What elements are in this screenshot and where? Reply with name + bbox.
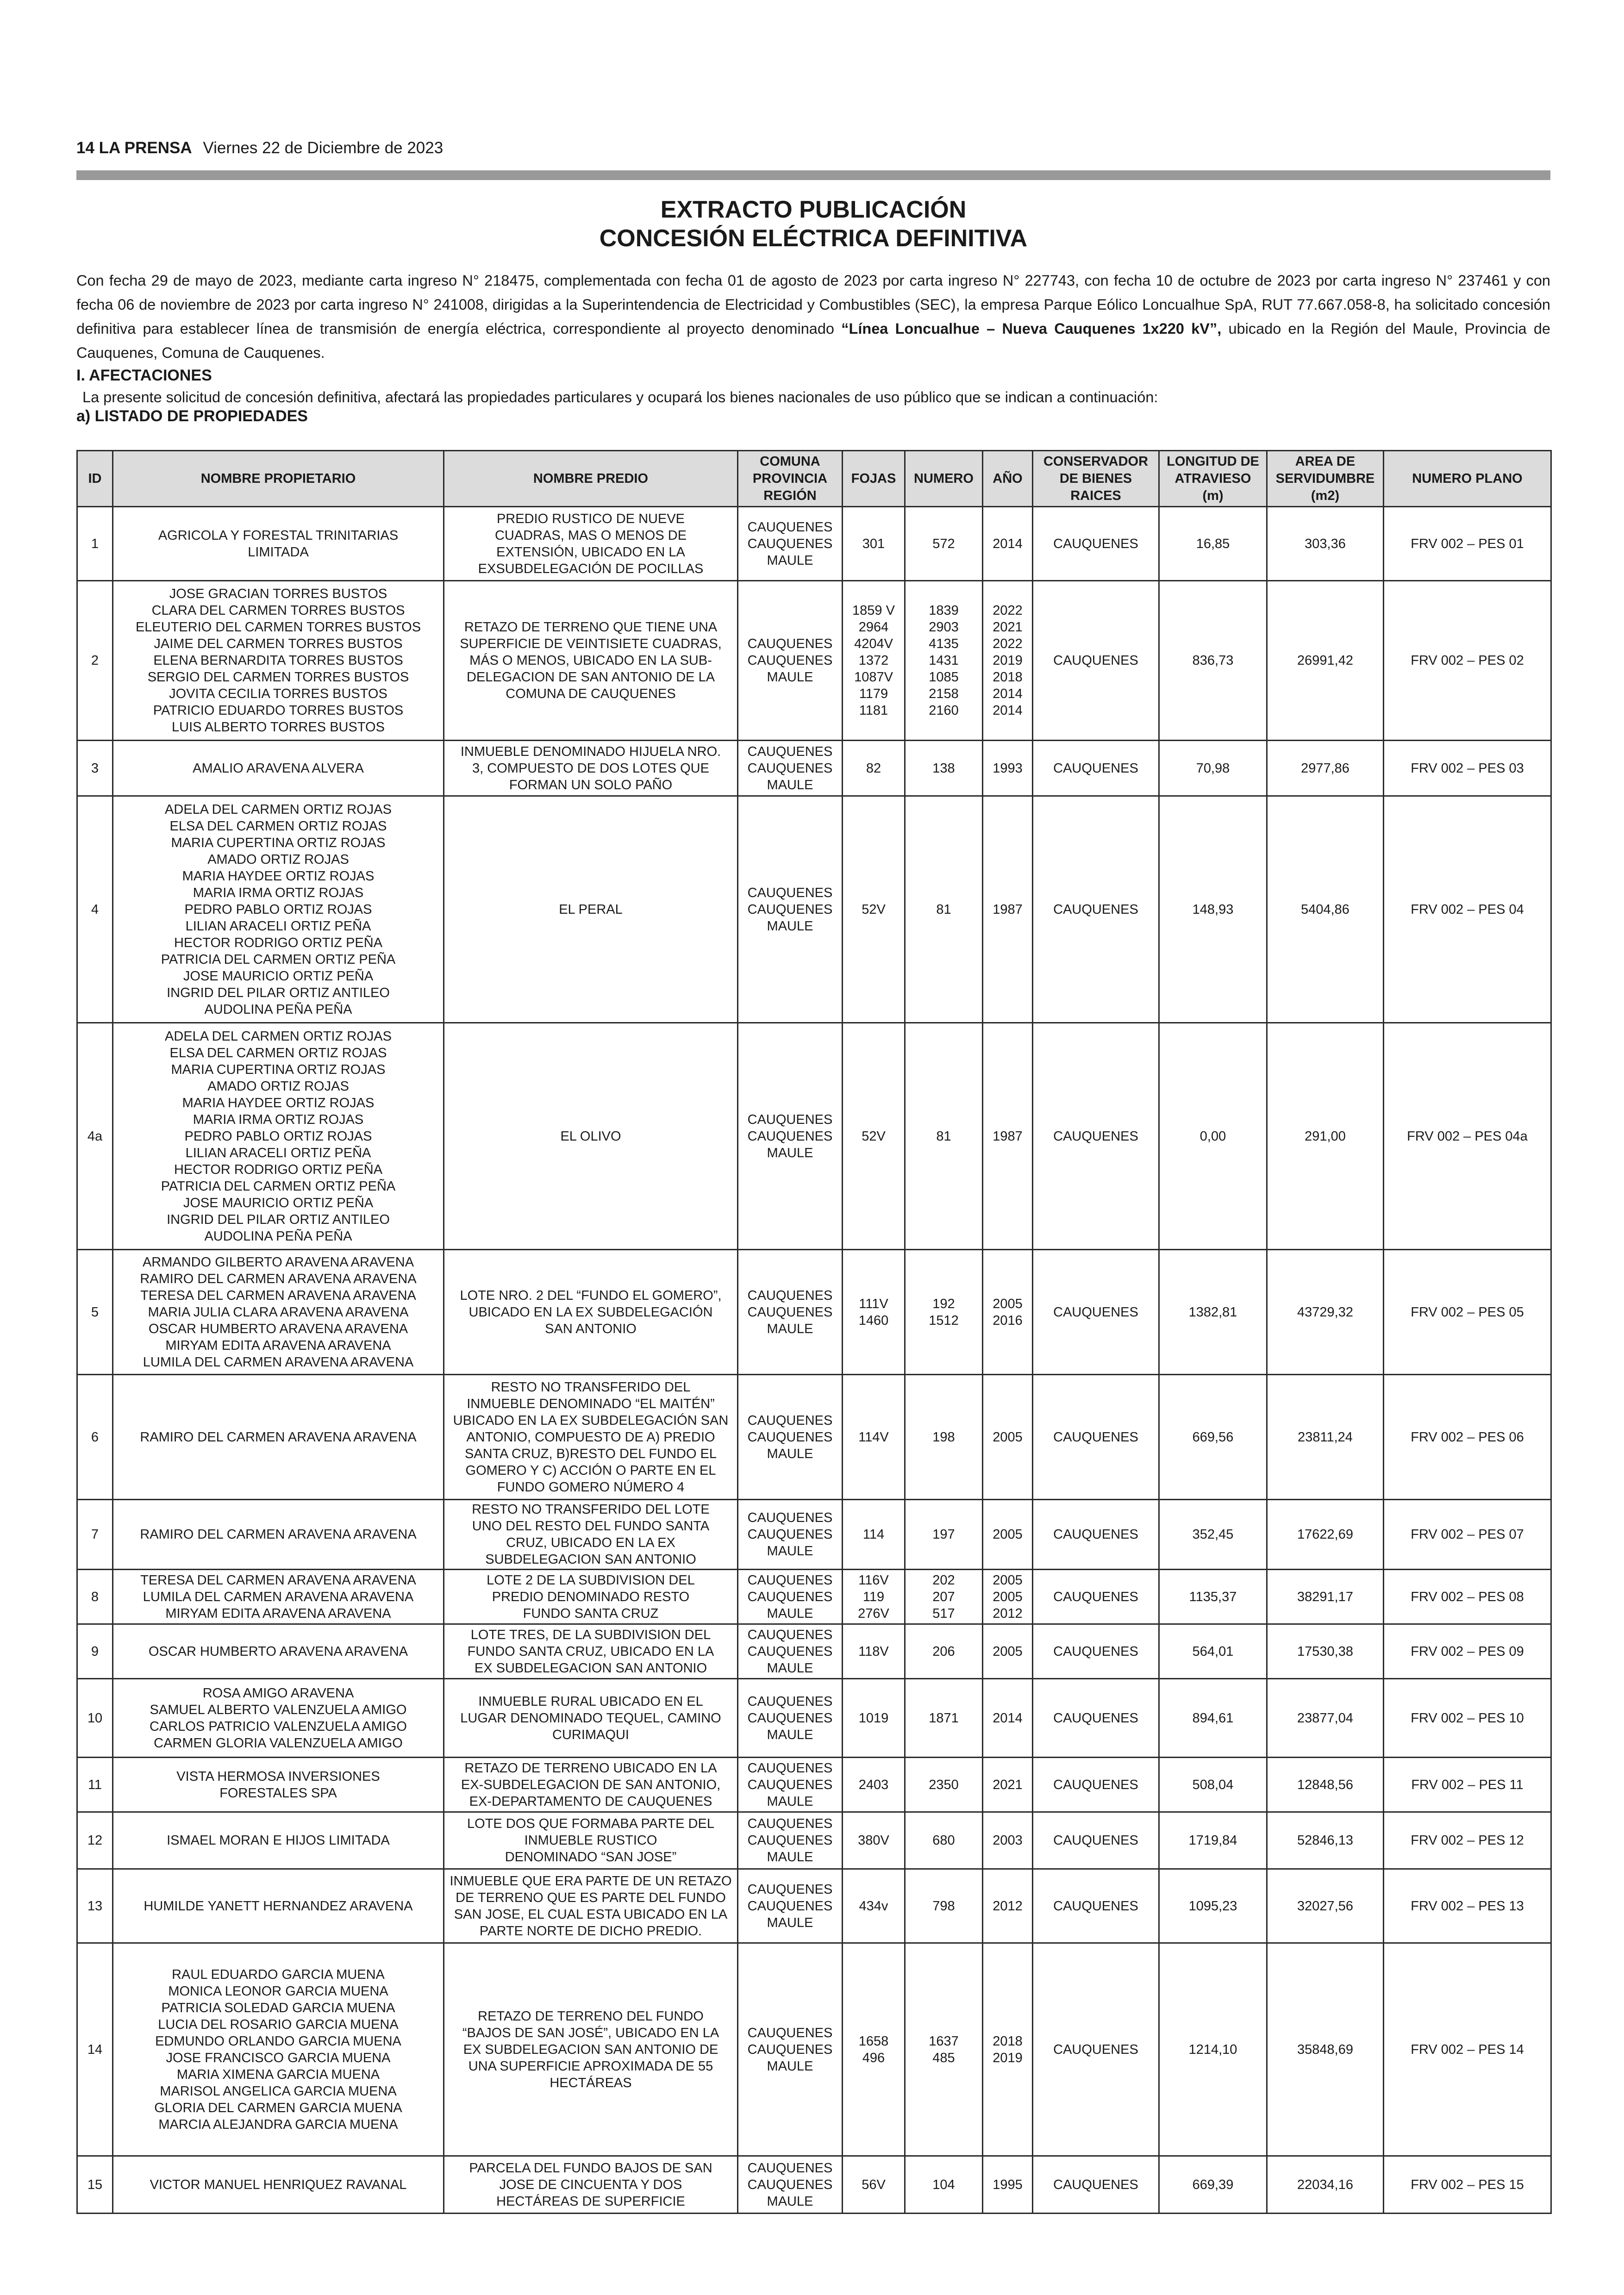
cell-location: CAUQUENES CAUQUENES MAULE — [738, 796, 843, 1023]
section-subheading: a) LISTADO DE PROPIEDADES — [76, 407, 308, 425]
document-title — [76, 195, 1550, 253]
cell-anio: 2021 — [983, 1758, 1033, 1812]
cell-conservador: CAUQUENES — [1033, 581, 1159, 741]
cell-property: INMUEBLE RURAL UBICADO EN EL LUGAR DENOMINADO TEQUEL, CAMINO CURIMAQUI — [444, 1679, 738, 1758]
cell-area: 12848,56 — [1267, 1758, 1384, 1812]
cell-id: 11 — [77, 1758, 113, 1812]
cell-conservador: CAUQUENES — [1033, 1812, 1159, 1869]
cell-location: CAUQUENES CAUQUENES MAULE — [738, 1943, 843, 2156]
cell-longitud: 148,93 — [1159, 796, 1267, 1023]
table-row — [77, 2156, 1551, 2214]
cell-id: 6 — [77, 1375, 113, 1500]
cell-anio: 2012 — [983, 1869, 1033, 1943]
cell-anio: 1993 — [983, 741, 1033, 796]
cell-numero: 798 — [905, 1869, 983, 1943]
cell-location: CAUQUENES CAUQUENES MAULE — [738, 1812, 843, 1869]
cell-longitud: 894,61 — [1159, 1679, 1267, 1758]
title-line-1: EXTRACTO PUBLICACIÓN — [660, 196, 967, 223]
page-header — [76, 139, 443, 157]
cell-area: 291,00 — [1267, 1023, 1384, 1250]
cell-anio: 2014 — [983, 507, 1033, 581]
cell-owner: JOSE GRACIAN TORRES BUSTOS CLARA DEL CARMEN TORRES BUSTOS ELEUTERIO DEL CARMEN TORRES BUSTOS JAIME DEL CARMEN TORRES BUSTOS ELENA BERNARDITA TORRES BUSTOS SERGIO DEL CARMEN TORRES BUSTOS JOVITA CECILIA TORRES BUSTOS PATRICIO EDUARDO TORRES BUSTOS LUIS ALBERTO TORRES BUSTOS — [113, 581, 444, 741]
cell-numero: 1871 — [905, 1679, 983, 1758]
cell-fojas: 434v — [843, 1869, 905, 1943]
cell-id: 15 — [77, 2156, 113, 2214]
cell-plano: FRV 002 – PES 15 — [1384, 2156, 1551, 2214]
cell-area: 22034,16 — [1267, 2156, 1384, 2214]
cell-numero: 81 — [905, 1023, 983, 1250]
cell-location: CAUQUENES CAUQUENES MAULE — [738, 1758, 843, 1812]
cell-conservador: CAUQUENES — [1033, 507, 1159, 581]
cell-conservador: CAUQUENES — [1033, 1943, 1159, 2156]
header-rule — [76, 170, 1550, 180]
col-header-id: ID — [77, 451, 113, 507]
cell-longitud: 70,98 — [1159, 741, 1267, 796]
cell-property: LOTE 2 DE LA SUBDIVISION DEL PREDIO DENOMINADO RESTO FUNDO SANTA CRUZ — [444, 1570, 738, 1624]
table-row — [77, 741, 1551, 796]
cell-property: LOTE DOS QUE FORMABA PARTE DEL INMUEBLE RUSTICO DENOMINADO “SAN JOSE” — [444, 1812, 738, 1869]
cell-fojas: 116V 119 276V — [843, 1570, 905, 1624]
cell-conservador: CAUQUENES — [1033, 741, 1159, 796]
cell-longitud: 836,73 — [1159, 581, 1267, 741]
cell-longitud: 508,04 — [1159, 1758, 1267, 1812]
cell-owner: HUMILDE YANETT HERNANDEZ ARAVENA — [113, 1869, 444, 1943]
properties-table — [76, 450, 1552, 2214]
cell-plano: FRV 002 – PES 01 — [1384, 507, 1551, 581]
intro-text-after: ubicado en la Región del Maule, Provincia de Cauquenes, Comuna de Cauquenes. — [76, 320, 1550, 361]
cell-owner: VISTA HERMOSA INVERSIONES FORESTALES SPA — [113, 1758, 444, 1812]
cell-owner: RAMIRO DEL CARMEN ARAVENA ARAVENA — [113, 1375, 444, 1500]
cell-id: 10 — [77, 1679, 113, 1758]
cell-id: 2 — [77, 581, 113, 741]
cell-property: INMUEBLE DENOMINADO HIJUELA NRO. 3, COMPUESTO DE DOS LOTES QUE FORMAN UN SOLO PAÑO — [444, 741, 738, 796]
cell-area: 38291,17 — [1267, 1570, 1384, 1624]
table-header-row — [77, 451, 1551, 507]
cell-location: CAUQUENES CAUQUENES MAULE — [738, 1375, 843, 1500]
cell-property: RESTO NO TRANSFERIDO DEL LOTE UNO DEL RESTO DEL FUNDO SANTA CRUZ, UBICADO EN LA EX SUBDELEGACION SAN ANTONIO — [444, 1500, 738, 1570]
cell-fojas: 114V — [843, 1375, 905, 1500]
cell-fojas: 52V — [843, 1023, 905, 1250]
cell-numero: 206 — [905, 1624, 983, 1679]
cell-property: EL PERAL — [444, 796, 738, 1023]
cell-numero: 680 — [905, 1812, 983, 1869]
cell-fojas: 111V 1460 — [843, 1250, 905, 1375]
cell-property: RESTO NO TRANSFERIDO DEL INMUEBLE DENOMINADO “EL MAITÉN” UBICADO EN LA EX SUBDELEGACIÓN SAN ANTONIO, COMPUESTO DE A) PREDIO SANTA CRUZ, B)RESTO DEL FUNDO EL GOMERO Y C) ACCIÓN O PARTE EN EL FUNDO GOMERO NÚMERO 4 — [444, 1375, 738, 1500]
cell-conservador: CAUQUENES — [1033, 1500, 1159, 1570]
cell-anio: 2005 2005 2012 — [983, 1570, 1033, 1624]
cell-id: 14 — [77, 1943, 113, 2156]
cell-anio: 2005 — [983, 1375, 1033, 1500]
cell-id: 7 — [77, 1500, 113, 1570]
cell-plano: FRV 002 – PES 04 — [1384, 796, 1551, 1023]
cell-numero: 138 — [905, 741, 983, 796]
cell-area: 23811,24 — [1267, 1375, 1384, 1500]
table-row — [77, 1624, 1551, 1679]
cell-numero: 198 — [905, 1375, 983, 1500]
cell-id: 9 — [77, 1624, 113, 1679]
cell-longitud: 1719,84 — [1159, 1812, 1267, 1869]
col-header-location: COMUNA PROVINCIA REGIÓN — [738, 451, 843, 507]
cell-plano: FRV 002 – PES 07 — [1384, 1500, 1551, 1570]
cell-property: LOTE TRES, DE LA SUBDIVISION DEL FUNDO SANTA CRUZ, UBICADO EN LA EX SUBDELEGACION SAN ANTONIO — [444, 1624, 738, 1679]
cell-property: RETAZO DE TERRENO UBICADO EN LA EX-SUBDELEGACION DE SAN ANTONIO, EX-DEPARTAMENTO DE CAUQUENES — [444, 1758, 738, 1812]
cell-anio: 1987 — [983, 1023, 1033, 1250]
table-body — [77, 507, 1551, 2214]
cell-plano: FRV 002 – PES 10 — [1384, 1679, 1551, 1758]
cell-fojas: 380V — [843, 1812, 905, 1869]
cell-conservador: CAUQUENES — [1033, 1570, 1159, 1624]
cell-owner: RAUL EDUARDO GARCIA MUENA MONICA LEONOR GARCIA MUENA PATRICIA SOLEDAD GARCIA MUENA LUCIA DEL ROSARIO GARCIA MUENA EDMUNDO ORLANDO GARCIA MUENA JOSE FRANCISCO GARCIA MUENA MARIA XIMENA GARCIA MUENA MARISOL ANGELICA GARCIA MUENA GLORIA DEL CARMEN GARCIA MUENA MARCIA ALEJANDRA GARCIA MUENA — [113, 1943, 444, 2156]
cell-location: CAUQUENES CAUQUENES MAULE — [738, 1500, 843, 1570]
col-header-conservador: CONSERVADOR DE BIENES RAICES — [1033, 451, 1159, 507]
cell-fojas: 82 — [843, 741, 905, 796]
cell-conservador: CAUQUENES — [1033, 796, 1159, 1023]
cell-fojas: 301 — [843, 507, 905, 581]
cell-longitud: 564,01 — [1159, 1624, 1267, 1679]
cell-numero: 572 — [905, 507, 983, 581]
cell-property: LOTE NRO. 2 DEL “FUNDO EL GOMERO”, UBICADO EN LA EX SUBDELEGACIÓN SAN ANTONIO — [444, 1250, 738, 1375]
cell-area: 26991,42 — [1267, 581, 1384, 741]
cell-anio: 2005 2016 — [983, 1250, 1033, 1375]
cell-anio: 2005 — [983, 1624, 1033, 1679]
cell-numero: 1839 2903 4135 1431 1085 2158 2160 — [905, 581, 983, 741]
table-row — [77, 581, 1551, 741]
cell-fojas: 52V — [843, 796, 905, 1023]
cell-longitud: 1382,81 — [1159, 1250, 1267, 1375]
cell-location: CAUQUENES CAUQUENES MAULE — [738, 507, 843, 581]
cell-location: CAUQUENES CAUQUENES MAULE — [738, 1624, 843, 1679]
col-header-longitud: LONGITUD DE ATRAVIESO (m) — [1159, 451, 1267, 507]
cell-owner: ISMAEL MORAN E HIJOS LIMITADA — [113, 1812, 444, 1869]
cell-conservador: CAUQUENES — [1033, 2156, 1159, 2214]
col-header-property: NOMBRE PREDIO — [444, 451, 738, 507]
publication-name: LA PRENSA — [99, 139, 192, 157]
cell-id: 5 — [77, 1250, 113, 1375]
cell-fojas: 56V — [843, 2156, 905, 2214]
table-row — [77, 1812, 1551, 1869]
cell-numero: 104 — [905, 2156, 983, 2214]
cell-anio: 2018 2019 — [983, 1943, 1033, 2156]
cell-id: 4 — [77, 796, 113, 1023]
cell-longitud: 1095,23 — [1159, 1869, 1267, 1943]
table-row — [77, 507, 1551, 581]
cell-area: 32027,56 — [1267, 1869, 1384, 1943]
cell-plano: FRV 002 – PES 03 — [1384, 741, 1551, 796]
cell-plano: FRV 002 – PES 09 — [1384, 1624, 1551, 1679]
cell-plano: FRV 002 – PES 13 — [1384, 1869, 1551, 1943]
table-row — [77, 1679, 1551, 1758]
cell-anio: 2014 — [983, 1679, 1033, 1758]
cell-area: 5404,86 — [1267, 796, 1384, 1023]
cell-id: 12 — [77, 1812, 113, 1869]
table-row — [77, 1375, 1551, 1500]
cell-fojas: 118V — [843, 1624, 905, 1679]
col-header-owner: NOMBRE PROPIETARIO — [113, 451, 444, 507]
cell-plano: FRV 002 – PES 05 — [1384, 1250, 1551, 1375]
cell-plano: FRV 002 – PES 12 — [1384, 1812, 1551, 1869]
cell-property: PARCELA DEL FUNDO BAJOS DE SAN JOSE DE CINCUENTA Y DOS HECTÁREAS DE SUPERFICIE — [444, 2156, 738, 2214]
cell-owner: TERESA DEL CARMEN ARAVENA ARAVENA LUMILA DEL CARMEN ARAVENA ARAVENA MIRYAM EDITA ARAVENA ARAVENA — [113, 1570, 444, 1624]
project-name: “Línea Loncualhue – Nueva Cauquenes 1x220 kV”, — [841, 320, 1222, 337]
cell-conservador: CAUQUENES — [1033, 1624, 1159, 1679]
cell-longitud: 1135,37 — [1159, 1570, 1267, 1624]
cell-numero: 2350 — [905, 1758, 983, 1812]
cell-property: RETAZO DE TERRENO QUE TIENE UNA SUPERFICIE DE VEINTISIETE CUADRAS, MÁS O MENOS, UBICADO EN LA SUB- DELEGACION DE SAN ANTONIO DE LA COMUNA DE CAUQUENES — [444, 581, 738, 741]
col-header-plano: NUMERO PLANO — [1384, 451, 1551, 507]
cell-conservador: CAUQUENES — [1033, 1869, 1159, 1943]
cell-plano: FRV 002 – PES 14 — [1384, 1943, 1551, 2156]
table-row — [77, 1570, 1551, 1624]
cell-conservador: CAUQUENES — [1033, 1375, 1159, 1500]
table-row — [77, 1500, 1551, 1570]
table-row — [77, 1758, 1551, 1812]
cell-property: RETAZO DE TERRENO DEL FUNDO “BAJOS DE SAN JOSÉ”, UBICADO EN LA EX SUBDELEGACION SAN ANTONIO DE UNA SUPERFICIE APROXIMADA DE 55 HECTÁREAS — [444, 1943, 738, 2156]
cell-location: CAUQUENES CAUQUENES MAULE — [738, 581, 843, 741]
cell-anio: 2003 — [983, 1812, 1033, 1869]
cell-conservador: CAUQUENES — [1033, 1250, 1159, 1375]
title-line-2: CONCESIÓN ELÉCTRICA DEFINITIVA — [599, 225, 1028, 252]
cell-plano: FRV 002 – PES 04a — [1384, 1023, 1551, 1250]
cell-owner: ROSA AMIGO ARAVENA SAMUEL ALBERTO VALENZUELA AMIGO CARLOS PATRICIO VALENZUELA AMIGO CARMEN GLORIA VALENZUELA AMIGO — [113, 1679, 444, 1758]
cell-location: CAUQUENES CAUQUENES MAULE — [738, 741, 843, 796]
cell-location: CAUQUENES CAUQUENES MAULE — [738, 1570, 843, 1624]
cell-area: 2977,86 — [1267, 741, 1384, 796]
cell-owner: RAMIRO DEL CARMEN ARAVENA ARAVENA — [113, 1500, 444, 1570]
page-number: 14 — [76, 139, 94, 157]
cell-conservador: CAUQUENES — [1033, 1679, 1159, 1758]
col-header-fojas: FOJAS — [843, 451, 905, 507]
cell-area: 17530,38 — [1267, 1624, 1384, 1679]
cell-fojas: 2403 — [843, 1758, 905, 1812]
table-row — [77, 1250, 1551, 1375]
cell-conservador: CAUQUENES — [1033, 1023, 1159, 1250]
cell-owner: ADELA DEL CARMEN ORTIZ ROJAS ELSA DEL CARMEN ORTIZ ROJAS MARIA CUPERTINA ORTIZ ROJAS AMADO ORTIZ ROJAS MARIA HAYDEE ORTIZ ROJAS MARIA IRMA ORTIZ ROJAS PEDRO PABLO ORTIZ ROJAS LILIAN ARACELI ORTIZ PEÑA HECTOR RODRIGO ORTIZ PEÑA PATRICIA DEL CARMEN ORTIZ PEÑA JOSE MAURICIO ORTIZ PEÑA INGRID DEL PILAR ORTIZ ANTILEO AUDOLINA PEÑA PEÑA — [113, 1023, 444, 1250]
table-row — [77, 1869, 1551, 1943]
cell-property: INMUEBLE QUE ERA PARTE DE UN RETAZO DE TERRENO QUE ES PARTE DEL FUNDO SAN JOSE, EL CUAL ESTA UBICADO EN LA PARTE NORTE DE DICHO PREDIO. — [444, 1869, 738, 1943]
intro-text-before: Con fecha 29 de mayo de 2023, mediante carta ingreso N° 218475, complementada con fecha 01 de agosto de 2023 por carta ingreso N° 227743, con fecha 10 de octubre de 2023 por carta ingreso N° 237461 y con fecha 06 de noviembre de 2023 por carta ingreso N° 241008, dirigidas a la Superintendencia de Electricidad y Combustibles (SEC), la empresa Parque Eólico Loncualhue SpA, RUT 77.667.058-8, ha solicitado concesión definitiva para establecer línea de transmisión de energía eléctrica, correspondiente al proyecto denominado — [76, 272, 1550, 337]
table-row — [77, 796, 1551, 1023]
cell-longitud: 16,85 — [1159, 507, 1267, 581]
cell-plano: FRV 002 – PES 02 — [1384, 581, 1551, 741]
cell-property: EL OLIVO — [444, 1023, 738, 1250]
table-row — [77, 1023, 1551, 1250]
cell-owner: OSCAR HUMBERTO ARAVENA ARAVENA — [113, 1624, 444, 1679]
cell-location: CAUQUENES CAUQUENES MAULE — [738, 2156, 843, 2214]
section-heading: I. AFECTACIONES — [76, 367, 212, 384]
cell-plano: FRV 002 – PES 11 — [1384, 1758, 1551, 1812]
cell-plano: FRV 002 – PES 06 — [1384, 1375, 1551, 1500]
cell-longitud: 352,45 — [1159, 1500, 1267, 1570]
cell-location: CAUQUENES CAUQUENES MAULE — [738, 1023, 843, 1250]
cell-numero: 1637 485 — [905, 1943, 983, 2156]
publication-date: Viernes 22 de Diciembre de 2023 — [203, 139, 443, 157]
cell-fojas: 1859 V 2964 4204V 1372 1087V 1179 1181 — [843, 581, 905, 741]
cell-area: 17622,69 — [1267, 1500, 1384, 1570]
section-text: La presente solicitud de concesión definitiva, afectará las propiedades particulares y ocupará los bienes nacionales de uso público que se indican a continuación: — [82, 389, 1158, 405]
cell-anio: 2005 — [983, 1500, 1033, 1570]
cell-id: 3 — [77, 741, 113, 796]
cell-location: CAUQUENES CAUQUENES MAULE — [738, 1679, 843, 1758]
cell-area: 23877,04 — [1267, 1679, 1384, 1758]
cell-owner: ARMANDO GILBERTO ARAVENA ARAVENA RAMIRO DEL CARMEN ARAVENA ARAVENA TERESA DEL CARMEN ARAVENA ARAVENA MARIA JULIA CLARA ARAVENA ARAVENA OSCAR HUMBERTO ARAVENA ARAVENA MIRYAM EDITA ARAVENA ARAVENA LUMILA DEL CARMEN ARAVENA ARAVENA — [113, 1250, 444, 1375]
cell-numero: 202 207 517 — [905, 1570, 983, 1624]
cell-fojas: 114 — [843, 1500, 905, 1570]
cell-anio: 1987 — [983, 796, 1033, 1023]
cell-id: 4a — [77, 1023, 113, 1250]
cell-location: CAUQUENES CAUQUENES MAULE — [738, 1250, 843, 1375]
col-header-numero: NUMERO — [905, 451, 983, 507]
cell-longitud: 669,56 — [1159, 1375, 1267, 1500]
cell-anio: 2022 2021 2022 2019 2018 2014 2014 — [983, 581, 1033, 741]
cell-conservador: CAUQUENES — [1033, 1758, 1159, 1812]
cell-id: 8 — [77, 1570, 113, 1624]
cell-area: 303,36 — [1267, 507, 1384, 581]
cell-property: PREDIO RUSTICO DE NUEVE CUADRAS, MAS O MENOS DE EXTENSIÓN, UBICADO EN LA EXSUBDELEGACIÓN DE POCILLAS — [444, 507, 738, 581]
cell-area: 43729,32 — [1267, 1250, 1384, 1375]
cell-id: 13 — [77, 1869, 113, 1943]
cell-fojas: 1658 496 — [843, 1943, 905, 2156]
cell-owner: AGRICOLA Y FORESTAL TRINITARIAS LIMITADA — [113, 507, 444, 581]
cell-longitud: 1214,10 — [1159, 1943, 1267, 2156]
cell-longitud: 0,00 — [1159, 1023, 1267, 1250]
cell-numero: 192 1512 — [905, 1250, 983, 1375]
cell-area: 35848,69 — [1267, 1943, 1384, 2156]
cell-numero: 81 — [905, 796, 983, 1023]
cell-location: CAUQUENES CAUQUENES MAULE — [738, 1869, 843, 1943]
cell-numero: 197 — [905, 1500, 983, 1570]
col-header-area: AREA DE SERVIDUMBRE (m2) — [1267, 451, 1384, 507]
col-header-anio: AÑO — [983, 451, 1033, 507]
intro-paragraph — [76, 268, 1550, 365]
cell-id: 1 — [77, 507, 113, 581]
cell-anio: 1995 — [983, 2156, 1033, 2214]
cell-fojas: 1019 — [843, 1679, 905, 1758]
cell-owner: AMALIO ARAVENA ALVERA — [113, 741, 444, 796]
cell-owner: ADELA DEL CARMEN ORTIZ ROJAS ELSA DEL CARMEN ORTIZ ROJAS MARIA CUPERTINA ORTIZ ROJAS AMADO ORTIZ ROJAS MARIA HAYDEE ORTIZ ROJAS MARIA IRMA ORTIZ ROJAS PEDRO PABLO ORTIZ ROJAS LILIAN ARACELI ORTIZ PEÑA HECTOR RODRIGO ORTIZ PEÑA PATRICIA DEL CARMEN ORTIZ PEÑA JOSE MAURICIO ORTIZ PEÑA INGRID DEL PILAR ORTIZ ANTILEO AUDOLINA PEÑA PEÑA — [113, 796, 444, 1023]
cell-area: 52846,13 — [1267, 1812, 1384, 1869]
table-row — [77, 1943, 1551, 2156]
cell-owner: VICTOR MANUEL HENRIQUEZ RAVANAL — [113, 2156, 444, 2214]
cell-longitud: 669,39 — [1159, 2156, 1267, 2214]
cell-plano: FRV 002 – PES 08 — [1384, 1570, 1551, 1624]
